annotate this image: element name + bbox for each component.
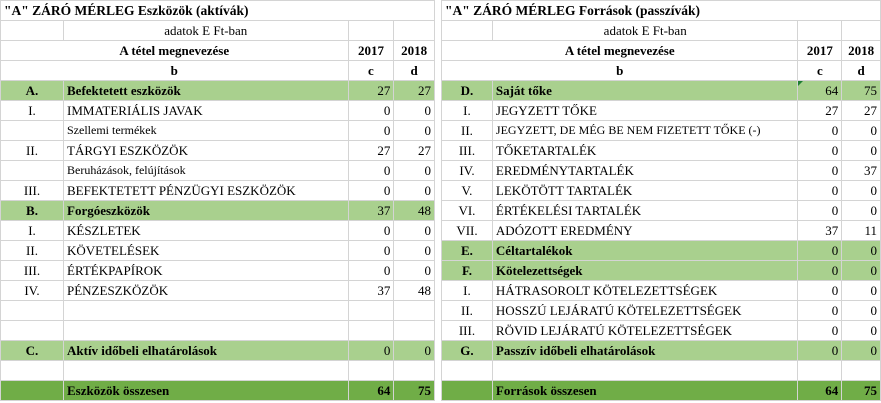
row-code[interactable]: D. [442,81,493,101]
row-value-2017[interactable] [348,321,394,341]
table-row [442,261,881,281]
row-value-2017[interactable]: 27 [348,141,394,161]
row-value-2018[interactable]: 0 [842,281,881,301]
table-row [1,381,435,401]
row-value-2018[interactable]: 75 [842,81,881,101]
row-value-2018[interactable]: 0 [842,181,881,201]
column-header-name[interactable]: A tétel megnevezése [442,41,798,61]
row-name[interactable]: Aktív időbeli elhatárolások [64,341,349,361]
table-row [1,81,435,101]
row-name[interactable]: Beruházások, felújítások [64,161,349,181]
table-row [442,81,881,101]
table-row [442,301,881,321]
row-code[interactable]: I. [1,101,64,121]
row-value-2018[interactable]: 0 [394,341,435,361]
row-value-2017[interactable]: 0 [798,241,842,261]
row-name[interactable]: Szellemi termékek [64,121,349,141]
row-code[interactable]: C. [1,341,64,361]
row-value-2017[interactable]: 37 [348,201,394,221]
row-name[interactable]: Források összesen [492,381,798,401]
row-value-2017[interactable]: 27 [798,101,842,121]
row-value-2017[interactable]: 27 [348,81,394,101]
row-code[interactable]: III. [1,181,64,201]
column-subheader-name[interactable]: b [442,61,798,81]
row-code[interactable]: G. [442,341,493,361]
left-header-row [1,41,435,61]
table-row [1,361,435,381]
row-code[interactable]: II. [442,121,493,141]
row-value-2018[interactable]: 11 [842,221,881,241]
table-row [1,181,435,201]
row-code[interactable] [442,361,493,381]
row-value-2017[interactable]: 0 [348,241,394,261]
row-name[interactable]: Eszközök összesen [64,381,349,401]
row-value-2018[interactable]: 0 [842,301,881,321]
row-value-2017[interactable]: 0 [798,341,842,361]
row-value-2018[interactable]: 0 [842,341,881,361]
table-row [442,101,881,121]
table-row [442,281,881,301]
empty-cell[interactable] [394,21,435,41]
liabilities-table [441,0,881,401]
row-code[interactable] [1,121,64,141]
row-value-2018[interactable]: 27 [394,81,435,101]
table-row [1,221,435,241]
row-name[interactable]: Saját tőke [492,81,798,101]
row-name[interactable]: RÖVID LEJÁRATÚ KÖTELEZETTSÉGEK [492,321,798,341]
row-value-2018[interactable]: 27 [842,101,881,121]
row-code[interactable]: IV. [1,281,64,301]
empty-cell[interactable] [442,21,493,41]
row-value-2018[interactable]: 0 [394,121,435,141]
row-code[interactable]: III. [1,261,64,281]
table-row [442,361,881,381]
empty-cell[interactable] [798,21,842,41]
row-name[interactable]: TÁRGYI ESZKÖZÖK [64,141,349,161]
row-value-2017[interactable]: 0 [348,161,394,181]
row-value-2018[interactable]: 0 [394,221,435,241]
row-name[interactable]: HÁTRASOROLT KÖTELEZETTSÉGEK [492,281,798,301]
left-unit-row [1,21,435,41]
row-name[interactable]: Kötelezettségek [492,261,798,281]
row-value-2017[interactable]: 64 [798,381,842,401]
row-code[interactable] [1,321,64,341]
right-subheader-row [442,61,881,81]
table-row [442,121,881,141]
row-value-2018[interactable]: 37 [842,161,881,181]
row-code[interactable]: III. [442,321,493,341]
table-row [1,201,435,221]
table-row [1,121,435,141]
row-value-2018[interactable] [842,361,881,381]
row-name[interactable] [64,321,349,341]
column-subheader-year2[interactable]: d [842,61,881,81]
row-name[interactable]: Céltartalékok [492,241,798,261]
row-code[interactable]: I. [1,221,64,241]
column-header-year1[interactable]: 2017 [798,41,842,61]
row-value-2018[interactable]: 75 [842,381,881,401]
row-value-2018[interactable]: 0 [394,261,435,281]
row-value-2018[interactable]: 0 [842,261,881,281]
row-value-2017[interactable]: 37 [798,221,842,241]
row-value-2017[interactable]: 0 [798,301,842,321]
row-name[interactable]: Passzív időbeli elhatárolások [492,341,798,361]
row-name[interactable]: ÉRTÉKPAPÍROK [64,261,349,281]
left-title-row [1,1,435,21]
row-code[interactable]: E. [442,241,493,261]
row-value-2018[interactable]: 0 [842,241,881,261]
row-name[interactable]: IMMATERIÁLIS JAVAK [64,101,349,121]
row-name[interactable]: TŐKETARTALÉK [492,141,798,161]
row-name[interactable]: Befektetett eszközök [64,81,349,101]
row-code[interactable]: F. [442,261,493,281]
assets-table [0,0,435,401]
empty-cell[interactable] [842,21,881,41]
row-value-2018[interactable] [394,321,435,341]
row-code[interactable]: I. [442,101,493,121]
row-code[interactable]: II. [1,141,64,161]
row-name[interactable]: ADÓZOTT EREDMÉNY [492,221,798,241]
table-title[interactable]: "A" ZÁRÓ MÉRLEG Eszközök (aktívák) [1,1,435,21]
row-value-2018[interactable]: 0 [842,121,881,141]
table-row [1,101,435,121]
row-value-2018[interactable]: 0 [394,241,435,261]
table-row [442,321,881,341]
table-row [442,221,881,241]
row-value-2017[interactable]: 64 [798,81,842,101]
left-subheader-row [1,61,435,81]
row-value-2017[interactable]: 0 [798,261,842,281]
table-title[interactable]: "A" ZÁRÓ MÉRLEG Források (passzívák) [442,1,881,21]
row-value-2017[interactable] [798,361,842,381]
row-value-2018[interactable]: 0 [394,181,435,201]
row-code[interactable] [1,381,64,401]
row-value-2017[interactable]: 0 [798,161,842,181]
right-unit-row [442,21,881,41]
table-row [1,301,435,321]
row-code[interactable] [1,301,64,321]
row-value-2017[interactable]: 64 [348,381,394,401]
row-value-2018[interactable]: 0 [842,321,881,341]
row-value-2017[interactable]: 0 [348,181,394,201]
table-row [442,341,881,361]
row-value-2017[interactable]: 0 [348,261,394,281]
table-row [442,241,881,261]
table-row [1,241,435,261]
table-row [442,161,881,181]
row-value-2018[interactable]: 0 [394,101,435,121]
row-name[interactable]: ÉRTÉKELÉSI TARTALÉK [492,201,798,221]
row-code[interactable]: A. [1,81,64,101]
row-value-2018[interactable] [394,361,435,381]
row-value-2018[interactable]: 48 [394,281,435,301]
row-value-2018[interactable] [394,301,435,321]
row-name[interactable]: JEGYZETT TŐKE [492,101,798,121]
row-name[interactable]: EREDMÉNYTARTALÉK [492,161,798,181]
row-code[interactable]: III. [442,141,493,161]
row-code[interactable] [1,161,64,181]
row-value-2017[interactable] [348,361,394,381]
table-row [1,281,435,301]
row-value-2018[interactable]: 0 [842,141,881,161]
row-code[interactable]: B. [1,201,64,221]
row-code[interactable]: II. [1,241,64,261]
table-row [1,161,435,181]
row-value-2017[interactable]: 0 [348,341,394,361]
row-value-2018[interactable]: 75 [394,381,435,401]
row-code[interactable]: I. [442,281,493,301]
row-code[interactable] [442,381,493,401]
row-value-2017[interactable]: 0 [348,121,394,141]
row-value-2017[interactable]: 37 [348,281,394,301]
column-header-name[interactable]: A tétel megnevezése [1,41,349,61]
row-value-2017[interactable]: 0 [798,201,842,221]
column-subheader-year1[interactable]: c [348,61,394,81]
column-subheader-year1[interactable]: c [798,61,842,81]
row-code[interactable]: VII. [442,221,493,241]
row-code[interactable]: V. [442,181,493,201]
column-subheader-name[interactable]: b [1,61,349,81]
right-header-row [442,41,881,61]
empty-cell[interactable] [348,21,394,41]
table-row [442,201,881,221]
table-row [442,381,881,401]
row-value-2018[interactable]: 0 [394,161,435,181]
row-name[interactable] [64,301,349,321]
row-name[interactable] [64,361,349,381]
table-row [1,321,435,341]
row-name[interactable] [492,361,798,381]
row-value-2018[interactable]: 0 [842,201,881,221]
row-name[interactable]: KÉSZLETEK [64,221,349,241]
row-value-2017[interactable] [348,301,394,321]
column-header-year2[interactable]: 2018 [842,41,881,61]
table-row [1,261,435,281]
row-name[interactable]: JEGYZETT, DE MÉG BE NEM FIZETETT TŐKE (-) [492,121,798,141]
row-name[interactable]: Forgóeszközök [64,201,349,221]
row-value-2017[interactable]: 0 [798,121,842,141]
row-code[interactable]: II. [442,301,493,321]
column-header-year1[interactable]: 2017 [348,41,394,61]
row-name[interactable]: PÉNZESZKÖZÖK [64,281,349,301]
row-code[interactable] [1,361,64,381]
unit-label[interactable]: adatok E Ft-ban [492,21,798,41]
row-code[interactable]: VI. [442,201,493,221]
row-value-2017[interactable]: 0 [798,281,842,301]
table-row [1,141,435,161]
row-name[interactable]: HOSSZÚ LEJÁRATÚ KÖTELEZETTSÉGEK [492,301,798,321]
row-name[interactable]: LEKÖTÖTT TARTALÉK [492,181,798,201]
table-row [1,341,435,361]
table-row [442,141,881,161]
row-value-2017[interactable]: 0 [798,141,842,161]
row-value-2018[interactable]: 48 [394,201,435,221]
row-name[interactable]: BEFEKTETETT PÉNZÜGYI ESZKÖZÖK [64,181,349,201]
row-value-2017[interactable]: 0 [348,221,394,241]
column-header-year2[interactable]: 2018 [394,41,435,61]
empty-cell[interactable] [1,21,64,41]
table-row [442,181,881,201]
unit-label[interactable]: adatok E Ft-ban [64,21,349,41]
row-value-2017[interactable]: 0 [798,321,842,341]
row-code[interactable]: IV. [442,161,493,181]
row-value-2017[interactable]: 0 [348,101,394,121]
right-title-row [442,1,881,21]
row-name[interactable]: KÖVETELÉSEK [64,241,349,261]
column-subheader-year2[interactable]: d [394,61,435,81]
row-value-2017[interactable]: 0 [798,181,842,201]
row-value-2018[interactable]: 27 [394,141,435,161]
